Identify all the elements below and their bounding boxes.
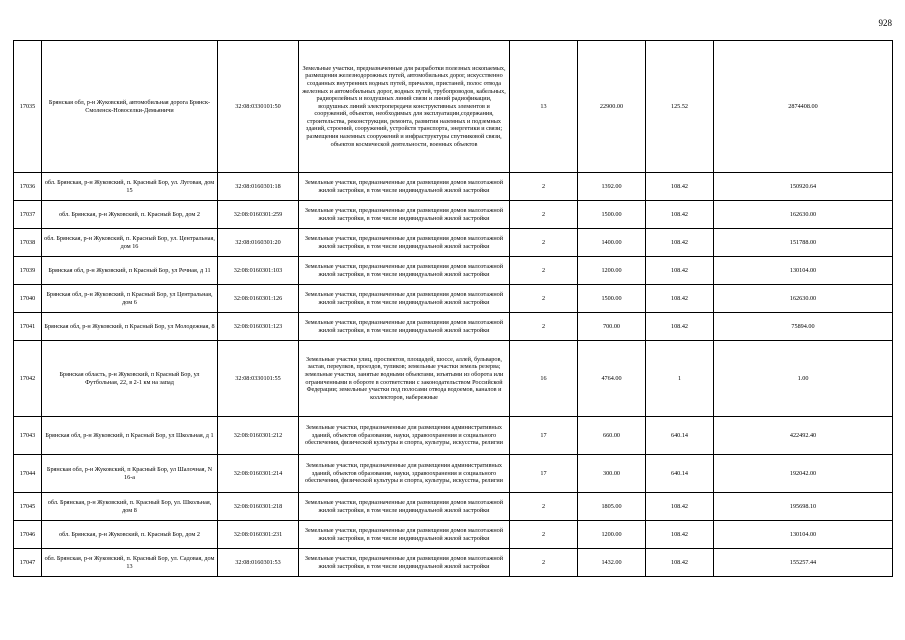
table-row [14,455,893,493]
permitted-use-cell: Земельные участки, предназначенные для размещения домов малоэтажной жилой застройки, в том числе индивидуальной жилой застройки [299,285,510,313]
cadastral-number-cell: 32:08:0160301:53 [218,549,299,577]
cadastral-number-cell: 32:08:0330101:50 [218,41,299,173]
address-cell: обл. Брянская, р-н Жуковский, п. Красный Бор, ул. Школьная, дом 8 [42,493,218,521]
cadastral-value-cell: 130104.00 [714,521,893,549]
address-cell: обл. Брянская, р-н Жуковский, п. Красный Бор, дом 2 [42,521,218,549]
cadastral-number-cell: 32:08:0160301:214 [218,455,299,493]
specific-value-cell: 108.42 [646,549,714,577]
address-cell: обл. Брянская, р-н Жуковский, п. Красный Бор, дом 2 [42,201,218,229]
address-cell: Брянская обл, р-н Жуковский, п Красный Бор, ул Молодежная, 8 [42,313,218,341]
cadastral-number-cell: 32:08:0160301:212 [218,417,299,455]
row-number: 17036 [14,173,42,201]
area-cell: 1200.00 [578,257,646,285]
cadastral-value-cell: 1.00 [714,341,893,417]
area-cell: 660.00 [578,417,646,455]
table-row [14,521,893,549]
use-group-cell: 16 [510,341,578,417]
address-cell: Брянская обл, р-н Жуковский, п Красный Бор, ул Школьная, д 1 [42,417,218,455]
area-cell: 700.00 [578,313,646,341]
cadastral-number-cell: 32:08:0160301:123 [218,313,299,341]
permitted-use-cell: Земельные участки, предназначенные для размещения домов малоэтажной жилой застройки, в том числе индивидуальной жилой застройки [299,521,510,549]
cadastral-number-cell: 32:08:0160301:126 [218,285,299,313]
cadastral-number-cell: 32:08:0160301:259 [218,201,299,229]
row-number: 17039 [14,257,42,285]
table-row [14,41,893,173]
area-cell: 1500.00 [578,201,646,229]
address-cell: обл. Брянская, р-н Жуковский, п. Красный Бор, ул. Луговая, дом 15 [42,173,218,201]
cadastral-value-cell: 151788.00 [714,229,893,257]
use-group-cell: 2 [510,229,578,257]
specific-value-cell: 108.42 [646,313,714,341]
cadastral-number-cell: 32:08:0160301:20 [218,229,299,257]
cadastral-value-cell: 155257.44 [714,549,893,577]
permitted-use-cell: Земельные участки улиц, проспектов, площадей, шоссе, аллей, бульваров, застав, переулков, проездов, тупиков; земельные участки земель резерва; земельные участки, занятые водными объектами, изъятыми из оборота или ограниченными в обороте в соответствии с законодательством Российской Федерации; земельные участки под полосами отвода водоемов, каналов и коллекторов, набережные [299,341,510,417]
use-group-cell: 17 [510,417,578,455]
specific-value-cell: 108.42 [646,285,714,313]
area-cell: 1432.00 [578,549,646,577]
table-row [14,173,893,201]
specific-value-cell: 108.42 [646,521,714,549]
row-number: 17040 [14,285,42,313]
specific-value-cell: 108.42 [646,229,714,257]
use-group-cell: 2 [510,285,578,313]
use-group-cell: 13 [510,41,578,173]
cadastral-value-cell: 150920.64 [714,173,893,201]
area-cell: 4764.00 [578,341,646,417]
cadastral-value-cell: 162630.00 [714,285,893,313]
cadastral-value-cell: 2874408.00 [714,41,893,173]
address-cell: обл. Брянская, р-н Жуковский, п. Красный Бор, ул. Центральная, дом 16 [42,229,218,257]
permitted-use-cell: Земельные участки, предназначенные для размещения административных зданий, объектов образования, науки, здравоохранения и социального обеспечения, физической культуры и спорта, культуры, искусства, религии [299,455,510,493]
area-cell: 22900.00 [578,41,646,173]
table-row [14,229,893,257]
use-group-cell: 2 [510,257,578,285]
permitted-use-cell: Земельные участки, предназначенные для размещения административных зданий, объектов образования, науки, здравоохранения и социального обеспечения, физической культуры и спорта, культуры, искусства, религии [299,417,510,455]
row-number: 17035 [14,41,42,173]
row-number: 17045 [14,493,42,521]
address-cell: обл. Брянская, р-н Жуковский, п. Красный Бор, ул. Садовая, дом 13 [42,549,218,577]
area-cell: 300.00 [578,455,646,493]
table-row [14,201,893,229]
area-cell: 1805.00 [578,493,646,521]
row-number: 17047 [14,549,42,577]
row-number: 17042 [14,341,42,417]
permitted-use-cell: Земельные участки, предназначенные для размещения домов малоэтажной жилой застройки, в том числе индивидуальной жилой застройки [299,549,510,577]
address-cell: Брянская обл, р-н Жуковский, п Красный Бор, ул Шалочная, N 16-а [42,455,218,493]
address-cell: Брянская обл, р-н Жуковский, п Красный Бор, ул Центральная, дом 6 [42,285,218,313]
area-cell: 1400.00 [578,229,646,257]
permitted-use-cell: Земельные участки, предназначенные для разработки полезных ископаемых, размещения железнодорожных путей, автомобильных дорог, искусственно созданных внутренних водных путей, причалов, пристаней, полос отвода железных и автомобильных дорог, водных путей, трубопроводов, кабельных, радиорелейных и воздушных линий связи и линий радиофикации, воздушных линий электропередачи конструктивных элементов и сооружений, объектов, необходимых для эксплуатации,содержания, строительства, реконструкции, ремонта, развития наземных и подземных зданий, строений, сооружений, устройств транспорта, энергетики и связи; размещения наземных сооружений и инфраструктуры спутниковой связи, объектов космической деятельности, военных объектов [299,41,510,173]
area-cell: 1392.00 [578,173,646,201]
permitted-use-cell: Земельные участки, предназначенные для размещения домов малоэтажной жилой застройки, в том числе индивидуальной жилой застройки [299,313,510,341]
cadastral-value-cell: 192042.00 [714,455,893,493]
cadastral-number-cell: 32:08:0160301:18 [218,173,299,201]
row-number: 17046 [14,521,42,549]
address-cell: Брянская обл, р-н Жуковский, п Красный Бор, ул Речная, д 11 [42,257,218,285]
specific-value-cell: 108.42 [646,493,714,521]
cadastral-number-cell: 32:08:0160301:231 [218,521,299,549]
cadastral-value-cell: 422492.40 [714,417,893,455]
cadastral-value-cell: 130104.00 [714,257,893,285]
table-row [14,549,893,577]
permitted-use-cell: Земельные участки, предназначенные для размещения домов малоэтажной жилой застройки, в том числе индивидуальной жилой застройки [299,229,510,257]
specific-value-cell: 108.42 [646,257,714,285]
permitted-use-cell: Земельные участки, предназначенные для размещения домов малоэтажной жилой застройки, в том числе индивидуальной жилой застройки [299,173,510,201]
table-row [14,285,893,313]
table-row [14,341,893,417]
table-row [14,257,893,285]
address-cell: Брянская обл, р-н Жуковский, автомобильная дорога Брянск-Смоленск-Новоселки-Демьяничи [42,41,218,173]
specific-value-cell: 1 [646,341,714,417]
specific-value-cell: 640.14 [646,455,714,493]
cadastral-number-cell: 32:08:0330101:55 [218,341,299,417]
use-group-cell: 2 [510,201,578,229]
specific-value-cell: 640.14 [646,417,714,455]
area-cell: 1200.00 [578,521,646,549]
cadastral-value-table [13,40,893,577]
use-group-cell: 17 [510,455,578,493]
specific-value-cell: 108.42 [646,201,714,229]
row-number: 17043 [14,417,42,455]
use-group-cell: 2 [510,521,578,549]
cadastral-number-cell: 32:08:0160301:103 [218,257,299,285]
use-group-cell: 2 [510,313,578,341]
use-group-cell: 2 [510,493,578,521]
row-number: 17037 [14,201,42,229]
cadastral-value-cell: 162630.00 [714,201,893,229]
specific-value-cell: 108.42 [646,173,714,201]
cadastral-number-cell: 32:08:0160301:218 [218,493,299,521]
permitted-use-cell: Земельные участки, предназначенные для размещения домов малоэтажной жилой застройки, в том числе индивидуальной жилой застройки [299,257,510,285]
page-number: 928 [878,18,892,28]
table-row [14,493,893,521]
specific-value-cell: 125.52 [646,41,714,173]
row-number: 17038 [14,229,42,257]
table-body [14,41,893,577]
cadastral-value-cell: 75894.00 [714,313,893,341]
table-row [14,417,893,455]
cadastral-value-cell: 195698.10 [714,493,893,521]
use-group-cell: 2 [510,549,578,577]
use-group-cell: 2 [510,173,578,201]
address-cell: Брянская область, р-н Жуковский, п Красный Бор, ул Футбольная, 22, в 2-1 км на запад [42,341,218,417]
row-number: 17044 [14,455,42,493]
table-row [14,313,893,341]
row-number: 17041 [14,313,42,341]
permitted-use-cell: Земельные участки, предназначенные для размещения домов малоэтажной жилой застройки, в том числе индивидуальной жилой застройки [299,493,510,521]
area-cell: 1500.00 [578,285,646,313]
permitted-use-cell: Земельные участки, предназначенные для размещения домов малоэтажной жилой застройки, в том числе индивидуальной жилой застройки [299,201,510,229]
